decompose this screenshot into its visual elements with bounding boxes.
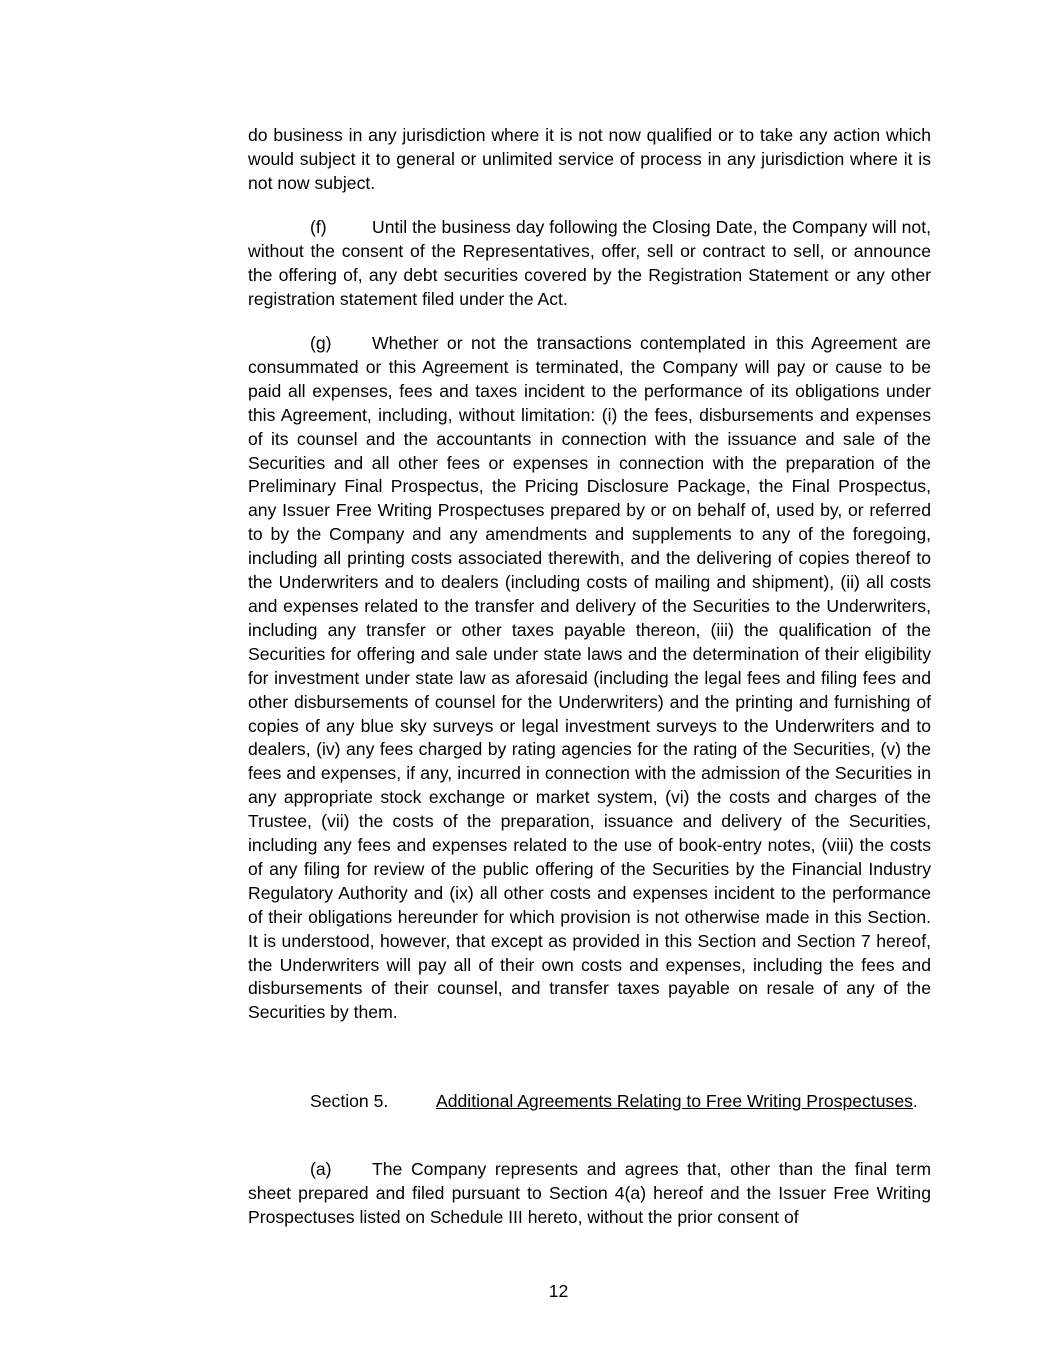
paragraph-g — [248, 332, 931, 1025]
paragraph-a-text: The Company represents and agrees that, other than the final term sheet prepared and filed pursuant to Section 4(a) hereof and the Issuer Free Writing Prospectuses listed on Schedule III hereto, without the prior consent of — [248, 1159, 931, 1227]
section-5-heading — [186, 1090, 931, 1114]
section-number: Section 5. — [310, 1091, 389, 1111]
continuation-paragraph — [248, 124, 931, 196]
paragraph-f — [248, 216, 931, 312]
section-title-period: . — [912, 1091, 918, 1111]
paragraph-f-text: Until the business day following the Closing Date, the Company will not, without the consent of the Representatives, offer, sell or contract to sell, or announce the offering of, any debt securities covered by the Registration Statement or any other registration statement filed under the Act. — [248, 217, 931, 309]
paragraph-g-marker: (g) — [310, 333, 332, 353]
page-number: 12 — [548, 1281, 569, 1301]
paragraph-a-marker: (a) — [310, 1159, 332, 1179]
paragraph-f-marker: (f) — [310, 217, 327, 237]
continuation-text: do business in any jurisdiction where it is not now qualified or to take any action which would subject it to general or unlimited service of process in any jurisdiction where it is not now subject. — [248, 125, 931, 193]
section-title: Additional Agreements Relating to Free Writing Prospectuses — [436, 1091, 913, 1111]
paragraph-a — [248, 1158, 931, 1230]
paragraph-g-text: Whether or not the transactions contemplated in this Agreement are consummated or this Agreement is terminated, the Company will pay or cause to be paid all expenses, fees and taxes incident to the performance of its obligations under this Agreement, including, without limitation: (i) the fees, disbursements and expenses of its counsel and the accountants in connection with the issuance and sale of the Securities and all other fees or expenses in connection with the preparation of the Preliminary Final Prospectus, the Pricing Disclosure Package, the Final Prospectus, any Issuer Free Writing Prospectuses prepared by or on behalf of, used by, or referred to by the Company and any amendments and supplements to any of the foregoing, including all printing costs associated therewith, and the delivering of copies thereof to the Underwriters and to dealers (including costs of mailing and shipment), (ii) all costs and expenses related to the transfer and delivery of the Securities to the Underwriters, including any transfer or other taxes payable thereon, (iii) the qualification of the Securities for offering and sale under state laws and the determination of their eligibility for investment under state law as aforesaid (including the legal fees and filing fees and other disbursements of counsel for the Underwriters) and the printing and furnishing of copies of any blue sky surveys or legal investment surveys to the Underwriters and to dealers, (iv) any fees charged by rating agencies for the rating of the Securities, (v) the fees and expenses, if any, incurred in connection with the admission of the Securities in any appropriate stock exchange or market system, (vi) the costs and charges of the Trustee, (vii) the costs of the preparation, issuance and delivery of the Securities, including any fees and expenses related to the use of book-entry notes, (viii) the costs of any filing for review of the public offering of the Securities by the Financial Industry Regulatory Authority and (ix) all other costs and expenses incident to the performance of their obligations hereunder for which provision is not otherwise made in this Section. It is understood, however, that except as provided in this Section and Section 7 hereof, the Underwriters will pay all of their own costs and expenses, including the fees and disbursements of their counsel, and transfer taxes payable on resale of any of the Securities by them. — [248, 333, 931, 1023]
